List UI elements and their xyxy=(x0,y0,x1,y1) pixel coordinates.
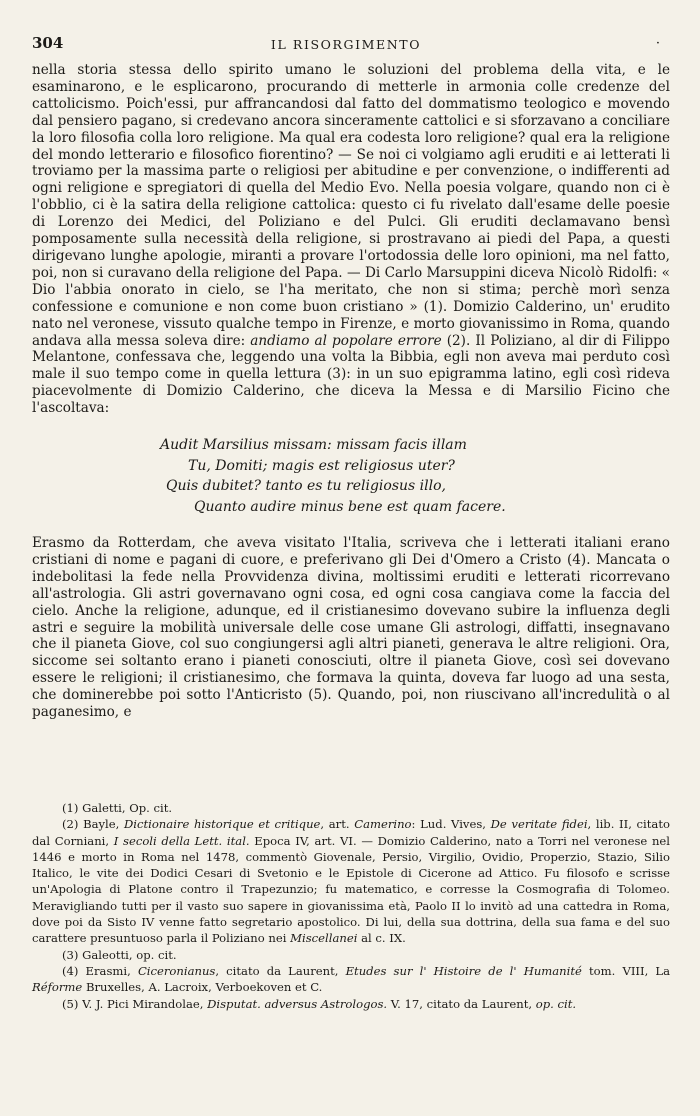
footnote-4-title: Etudes sur l' Histoire de l' Humanité xyxy=(345,963,582,978)
verse-line: Quanto audire minus bene est quam facere. xyxy=(194,498,506,515)
latin-epigram xyxy=(160,435,670,517)
paragraph-1-tail: (2). Il Poliziano, al dir di Filippo Melantone, confessava che, leggendo una volta la Bibbia, egli non aveva mai perduto così male il suo tempo come in quella lettura (3): in un suo epigramma latino, egli così rideva piacevolmente di Domizio Calderino, che diceva la Messa e di Marsilio Ficino che l'ascoltava: xyxy=(32,332,670,417)
footnote-2-text: , lib. II, citato dal Corniani, xyxy=(32,817,670,848)
header-mark: · xyxy=(655,36,660,51)
footnote-2-text: (2) Bayle, xyxy=(62,817,124,832)
verse-line: Tu, Domiti; magis est religiosus uter? xyxy=(188,457,455,474)
footnote-2-title: I secoli della Lett. ital. xyxy=(113,833,250,848)
verse-line: Audit Marsilius missam: missam facis illam xyxy=(160,437,467,454)
footnote-4-text: (4) Erasmi, xyxy=(62,963,138,978)
footnote-2-title: Camerino xyxy=(354,817,412,832)
footnote-4-title: Ciceronianus xyxy=(137,963,216,978)
footnote-5-title: op. cit. xyxy=(535,996,577,1011)
footnote-3: (3) Galeotti, op. cit. xyxy=(62,947,177,962)
footnote-4-title: Réforme xyxy=(32,980,83,995)
footnote-4-text: Bruxelles, A. Lacroix, Verboekoven et C. xyxy=(82,980,323,995)
footnote-1: (1) Galetti, Op. cit. xyxy=(62,801,173,815)
verse-line: Quis dubitet? tanto es tu religiosus illo, xyxy=(166,478,446,495)
page-number: 304 xyxy=(32,34,64,52)
footnote-2 xyxy=(32,816,670,946)
paragraph-1 xyxy=(32,62,670,417)
footnote-4-text: tom. VIII, La xyxy=(581,963,670,978)
footnote-5 xyxy=(32,996,670,1012)
paragraph-1-italic-quote: andiamo al popolare errore xyxy=(250,332,442,349)
footnote-2-text: , art. xyxy=(320,817,355,832)
footnote-2-title: Miscellanei xyxy=(290,931,358,946)
running-title: IL RISORGIMENTO xyxy=(270,37,422,52)
footnote-2-text: Epoca IV, art. VI. — Domizio Calderino, nato a Torri nel veronese nel 1446 e morto in Roma nel 1478, commentò Giovenale, Persio, Virgilio, Ovidio, Properzio, Stazio, Silio Italico, le vite dei Dodici Cesari di Svetonio e le Epistole di Cicerone ad Attico. Fu filosofo e scrisse un'Apologia di Platone contro il Trapezunzio; fu matematico, e corresse la Cosmografia di Tolomeo. Meravigliando tutti per il vasto suo sapere in giovanissima età, Paolo II lo invitò ad una cattedra in Roma, dove poi da Sisto IV venne fatto segretario apostolico. Di lui, della sua dottrina, della sua fama e del suo carattere presuntuoso parla il Poliziano nei xyxy=(32,833,670,946)
paragraph-2: Erasmo da Rotterdam, che aveva visitato l'Italia, scriveva che i letterati italiani erano cristiani di nome e pagani di cuore, e preferivano gli Dei d'Omero a Cristo (4). Mancata o indebolitasi la fede nella Provvidenza divina, moltissimi eruditi e letterati ricorrevano all'astrologia. Gli astri governavano ogni cosa, ed ogni cosa cangiava come la faccia del cielo. Anche la religione, adunque, ed il cristianesimo dovevano subire la influenza degli astri e seguire la mobilità universale delle cose umane Gli astrologi, diffatti, insegnavano che il pianeta Giove, col suo congiungersi agli altri pianeti, generava le altre religioni. Ora, siccome sei soltanto erano i pianeti conosciuti, oltre il pianeta Giove, così sei dovevano essere le religioni; il cristianesimo, che formava la quinta, doveva far luogo ad una sesta, che dominerebbe poi sotto l'Anticristo (5). Quando, poi, non riuscivano all'incredulità o al paganesimo, e xyxy=(32,535,670,721)
footnote-2-text: al c. IX. xyxy=(357,931,406,946)
footnote-2-title: De veritate fidei xyxy=(490,817,588,832)
main-text xyxy=(32,62,670,721)
footnote-4-text: , citato da Laurent, xyxy=(215,963,346,978)
footnote-4 xyxy=(32,963,670,996)
footnote-2-text: : Lud. Vives, xyxy=(411,817,491,832)
footnote-5-title: Disputat. adversus Astrologos. xyxy=(207,996,388,1011)
footnote-2-title: Dictionaire historique et critique xyxy=(123,817,321,832)
page-header xyxy=(32,34,660,56)
footnotes xyxy=(32,800,670,1012)
paragraph-1-text: nella storia stessa dello spirito umano le soluzioni del problema della vita, e le esaminarono, e le esplicarono, procurando di metterle in armonia colle credenze del cattolicismo. Poich'essi, pur affrancandosi dal fatto del dommatismo teologico e movendo dal pensiero pagano, si credevano ancora sinceramente cattolici e si sforzavano a conciliare la loro filosofia colla loro religione. Ma qual era codesta loro religione? qual era la religione del mondo letterario e filosofico fiorentino? — Se noi ci volgiamo agli eruditi e ai letterati li troviamo per la massima parte o religiosi per abitudine e per convenzione, o indifferenti ad ogni religione e spregiatori di quella del Medio Evo. Nella poesia volgare, quando non ci è l'obblio, ci è la satira della religione cattolica: questo ci fu rivelato dall'esame delle poesie di Lorenzo dei Medici, del Poliziano e del Pulci. Gli eruditi declamavano bensì pomposamente sulla necessità della religione, si prostravano ai piedi del Papa, a questi dirigevano lunghe apologie, miranti a provare l'ortodossia delle loro opinioni, ma nel fatto, poi, non si curavano della religione del Papa. — Di Carlo Marsuppini diceva Nicolò Ridolfi: « Dio l'abbia onorato in cielo, se l'ha meritato, che non si stima; perchè morì senza confessione e comunione e non come buon cristiano » (1). Domizio Calderino, un' erudito nato nel veronese, vissuto qualche tempo in Firenze, e morto giovanissimo in Roma, quando andava alla messa soleva dire: xyxy=(32,62,670,349)
footnote-5-text: V. 17, citato da Laurent, xyxy=(387,996,536,1011)
footnote-5-text: (5) V. J. Pici Mirandolae, xyxy=(62,996,208,1011)
